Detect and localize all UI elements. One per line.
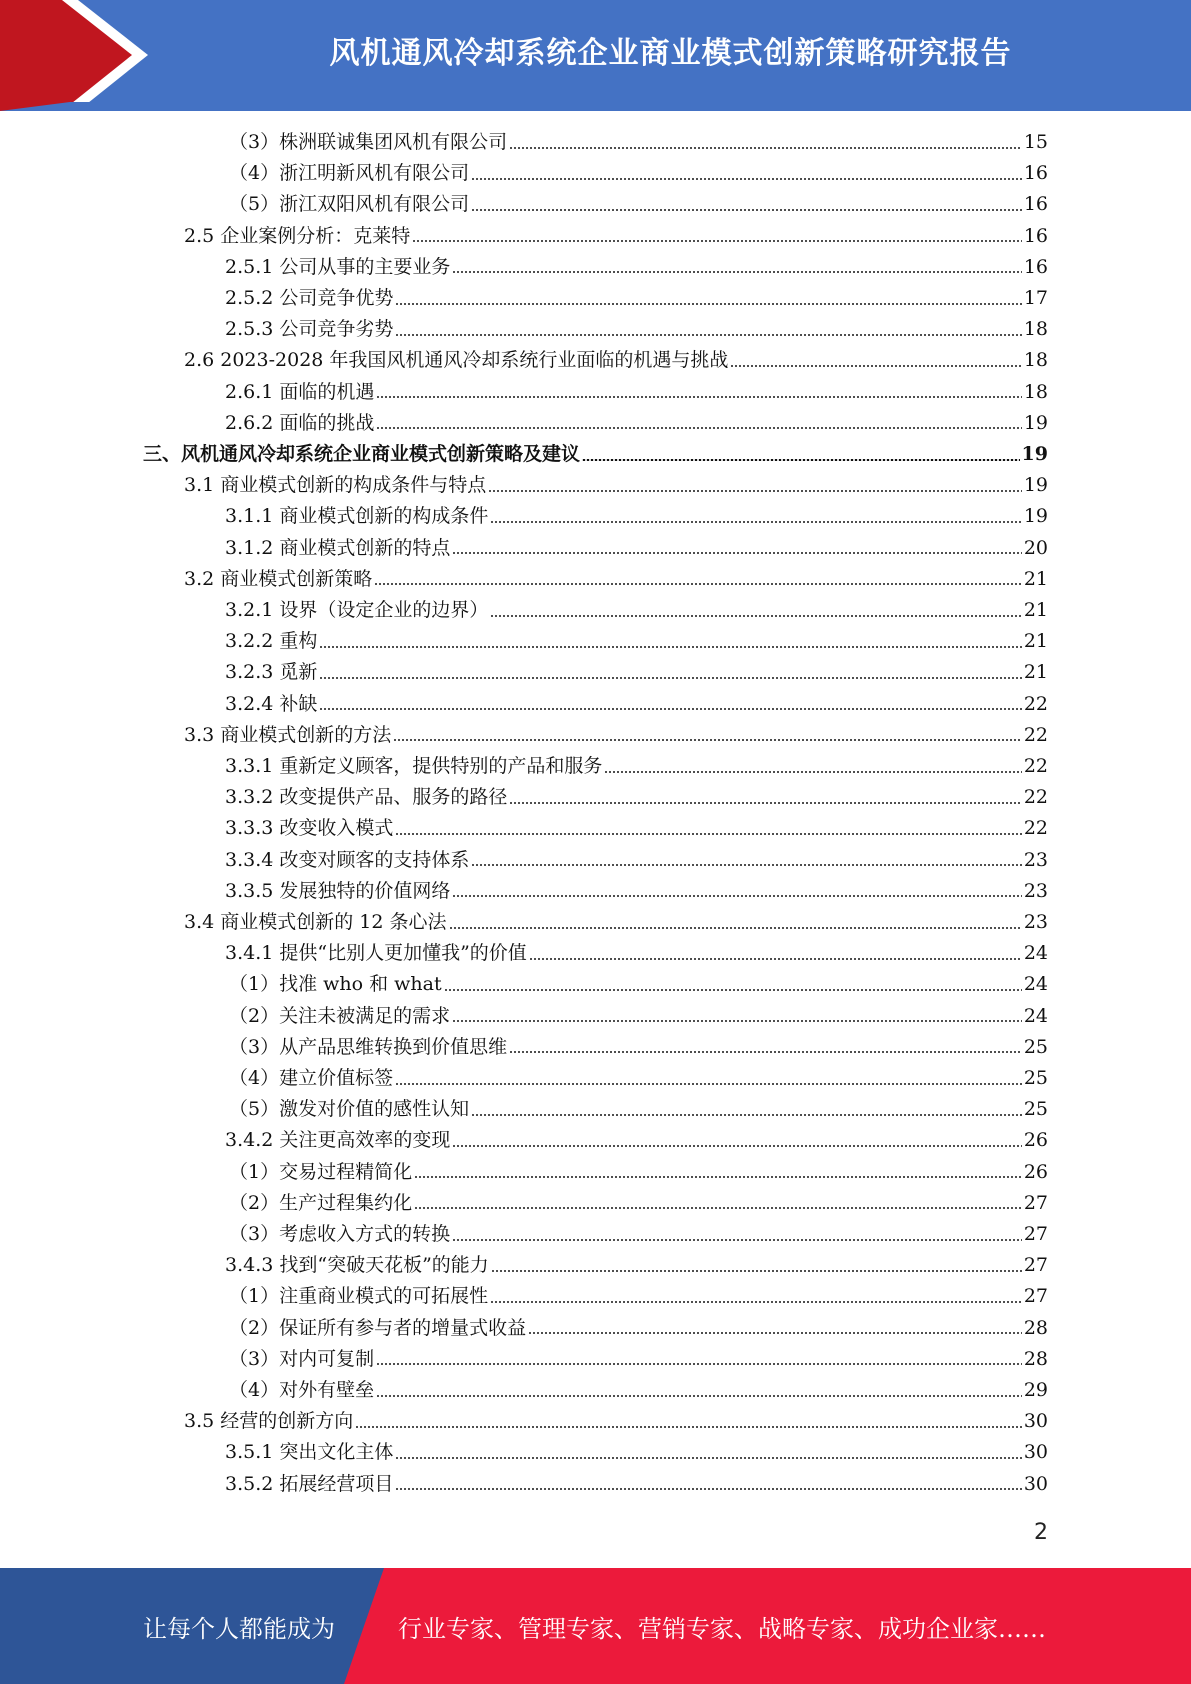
toc-entry-title: 2.5 企业案例分析：克莱特 bbox=[184, 224, 411, 247]
toc-dot-leader bbox=[604, 771, 1021, 773]
toc-entry-title: （5）激发对价值的感性认知 bbox=[229, 1098, 470, 1121]
toc-entry-title: （5）浙江双阳风机有限公司 bbox=[229, 193, 470, 216]
toc-entry[interactable] bbox=[225, 782, 1048, 813]
toc-dot-leader bbox=[414, 1176, 1022, 1178]
toc-entry-title: （2）生产过程集约化 bbox=[229, 1191, 413, 1214]
page-number: 2 bbox=[1034, 1520, 1048, 1545]
toc-entry-title: （3）对内可复制 bbox=[229, 1347, 375, 1370]
toc-entry-page: 27 bbox=[1023, 1223, 1048, 1245]
toc-entry-page: 22 bbox=[1023, 692, 1048, 715]
toc-entry-page: 17 bbox=[1023, 287, 1048, 309]
toc-entry-title: 3.2 商业模式创新策略 bbox=[184, 567, 373, 590]
toc-entry[interactable] bbox=[229, 1344, 1048, 1375]
toc-entry-title: 3.2.4 补缺 bbox=[225, 692, 318, 715]
toc-entry-title: 3.5 经营的创新方向 bbox=[184, 1410, 354, 1433]
toc-entry-page: 24 bbox=[1023, 973, 1048, 996]
toc-entry-page: 25 bbox=[1023, 1067, 1048, 1089]
toc-entry-title: 3.4.2 关注更高效率的变现 bbox=[225, 1129, 451, 1152]
toc-entry[interactable] bbox=[225, 657, 1048, 688]
toc-entry[interactable] bbox=[184, 345, 1048, 376]
footer-slogan-left: 让每个人都能成为 bbox=[143, 1614, 335, 1643]
toc-entry-title: （1）交易过程精简化 bbox=[229, 1160, 413, 1183]
toc-dot-leader bbox=[529, 958, 1022, 960]
toc-entry[interactable] bbox=[229, 1157, 1048, 1188]
toc-entry-page: 22 bbox=[1023, 786, 1048, 809]
toc-dot-leader bbox=[528, 1332, 1022, 1334]
toc-entry-title: 3.3.4 改变对顾客的支持体系 bbox=[225, 848, 470, 871]
toc-entry-page: 21 bbox=[1023, 599, 1048, 621]
toc-entry-page: 16 bbox=[1023, 255, 1048, 278]
toc-dot-leader bbox=[414, 1207, 1022, 1209]
toc-entry-title: （1）注重商业模式的可拓展性 bbox=[229, 1285, 489, 1308]
toc-entry-title: （1）找准 who 和 what bbox=[229, 973, 442, 996]
toc-dot-leader bbox=[395, 1083, 1022, 1085]
toc-entry-page: 22 bbox=[1023, 817, 1048, 840]
toc-entry-title: 3.3.5 发展独特的价值网络 bbox=[225, 879, 451, 902]
toc-entry-page: 25 bbox=[1023, 1098, 1048, 1121]
toc-entry[interactable] bbox=[184, 1406, 1048, 1437]
header-band bbox=[0, 0, 1191, 111]
toc-dot-leader bbox=[471, 864, 1021, 866]
toc-dot-leader bbox=[444, 989, 1022, 991]
toc-entry-page: 30 bbox=[1023, 1410, 1048, 1433]
toc-dot-leader bbox=[491, 1270, 1022, 1272]
toc-entry-page: 18 bbox=[1023, 349, 1048, 372]
toc-entry-title: 2.5.2 公司竞争优势 bbox=[225, 287, 394, 309]
toc-entry-title: 2.5.1 公司从事的主要业务 bbox=[225, 255, 451, 278]
toc-dot-leader bbox=[490, 615, 1021, 617]
toc-entry-page: 25 bbox=[1023, 1035, 1048, 1058]
toc-entry[interactable] bbox=[229, 1219, 1048, 1250]
toc-entry[interactable] bbox=[229, 1313, 1048, 1344]
toc-entry-title: （2）关注未被满足的需求 bbox=[229, 1004, 451, 1027]
toc-dot-leader bbox=[488, 490, 1022, 492]
toc-entry[interactable] bbox=[225, 501, 1048, 532]
toc-entry-title: 3.4.3 找到“突破天花板”的能力 bbox=[225, 1254, 489, 1277]
toc-dot-leader bbox=[319, 646, 1021, 648]
toc-dot-leader bbox=[395, 1457, 1021, 1459]
toc-entry-title: 3.1 商业模式创新的构成条件与特点 bbox=[184, 474, 487, 497]
toc-entry-page: 23 bbox=[1023, 911, 1048, 933]
toc-entry-title: （3）从产品思维转换到价值思维 bbox=[229, 1035, 508, 1058]
toc-entry-title: （3）考虑收入方式的转换 bbox=[229, 1223, 451, 1245]
toc-dot-leader bbox=[471, 209, 1022, 211]
toc-entry-title: 3.5.2 拓展经营项目 bbox=[225, 1472, 394, 1495]
toc-dot-leader bbox=[376, 396, 1021, 398]
toc-dot-leader bbox=[490, 521, 1021, 523]
toc-entry-title: 2.6.1 面临的机遇 bbox=[225, 380, 375, 403]
toc-entry[interactable] bbox=[184, 221, 1048, 252]
toc-entry-page: 21 bbox=[1023, 567, 1048, 590]
toc-dot-leader bbox=[395, 303, 1021, 305]
report-title: 风机通风冷却系统企业商业模式创新策略研究报告 bbox=[329, 36, 1012, 71]
toc-entry-page: 28 bbox=[1023, 1316, 1048, 1339]
toc-dot-leader bbox=[395, 1488, 1021, 1490]
toc-entry[interactable] bbox=[225, 845, 1048, 876]
toc-dot-leader bbox=[412, 240, 1022, 242]
toc-entry[interactable] bbox=[225, 1250, 1048, 1281]
toc-entry[interactable] bbox=[184, 564, 1048, 595]
toc-entry[interactable] bbox=[225, 408, 1048, 439]
toc-entry-title: 3.2.1 设界（设定企业的边界） bbox=[225, 599, 489, 621]
toc-entry[interactable] bbox=[225, 751, 1048, 782]
toc-dot-leader bbox=[376, 1363, 1022, 1365]
toc-dot-leader bbox=[376, 1395, 1022, 1397]
toc-entry-title: 3.2.2 重构 bbox=[225, 630, 318, 653]
toc-entry[interactable] bbox=[229, 1281, 1048, 1312]
toc-entry[interactable] bbox=[229, 127, 1048, 158]
toc-entry-title: （4）对外有壁垒 bbox=[229, 1379, 375, 1401]
toc-entry-page: 18 bbox=[1023, 380, 1048, 403]
toc-entry[interactable] bbox=[229, 1063, 1048, 1094]
toc-dot-leader bbox=[509, 802, 1021, 804]
toc-entry-page: 23 bbox=[1023, 848, 1048, 871]
toc-entry[interactable] bbox=[229, 189, 1048, 220]
toc-entry-page: 19 bbox=[1023, 411, 1048, 434]
toc-entry[interactable] bbox=[225, 1125, 1048, 1156]
toc-entry[interactable] bbox=[184, 470, 1048, 501]
toc-entry-page: 22 bbox=[1023, 723, 1048, 746]
toc-dot-leader bbox=[376, 427, 1021, 429]
toc-entry[interactable] bbox=[229, 158, 1048, 189]
toc-entry-page: 16 bbox=[1023, 193, 1048, 216]
toc-entry[interactable] bbox=[229, 1375, 1048, 1406]
toc-entry[interactable] bbox=[225, 689, 1048, 720]
toc-entry-title: （2）保证所有参与者的增量式收益 bbox=[229, 1316, 527, 1339]
toc-entry-page: 19 bbox=[1023, 474, 1048, 497]
toc-entry[interactable] bbox=[229, 1094, 1048, 1125]
toc-entry-title: 3.3.3 改变收入模式 bbox=[225, 817, 394, 840]
toc-entry[interactable] bbox=[225, 813, 1048, 844]
toc-entry-page: 30 bbox=[1023, 1441, 1048, 1464]
toc-entry-page: 27 bbox=[1023, 1285, 1048, 1308]
toc-entry-page: 20 bbox=[1023, 536, 1048, 559]
toc-entry-page: 19 bbox=[1021, 443, 1048, 465]
toc-entry-page: 24 bbox=[1023, 942, 1048, 965]
toc-entry-title: 3.1.2 商业模式创新的特点 bbox=[225, 536, 451, 559]
toc-entry[interactable] bbox=[229, 1188, 1048, 1219]
toc-dot-leader bbox=[355, 1426, 1022, 1428]
toc-entry-title: （4）浙江明新风机有限公司 bbox=[229, 162, 470, 185]
toc-entry[interactable] bbox=[225, 283, 1048, 314]
toc-entry-title: 3.4 商业模式创新的 12 条心法 bbox=[184, 911, 447, 933]
toc-entry-title: 3.3.2 改变提供产品、服务的路径 bbox=[225, 786, 508, 809]
toc-dot-leader bbox=[452, 895, 1021, 897]
toc-dot-leader bbox=[509, 1051, 1022, 1053]
footer-slogan-right: 行业专家、管理专家、营销专家、战略专家、成功企业家…… bbox=[398, 1614, 1046, 1643]
toc-entry-page: 21 bbox=[1023, 661, 1048, 684]
toc-entry-page: 29 bbox=[1023, 1379, 1048, 1401]
toc-dot-leader bbox=[319, 677, 1021, 679]
toc-entry[interactable] bbox=[225, 626, 1048, 657]
toc-entry[interactable] bbox=[184, 907, 1048, 938]
toc-entry-page: 27 bbox=[1023, 1254, 1048, 1277]
toc-dot-leader bbox=[471, 1114, 1022, 1116]
toc-entry-title: 3.4.1 提供“比别人更加懂我”的价值 bbox=[225, 942, 527, 965]
toc-entry-page: 27 bbox=[1023, 1191, 1048, 1214]
toc-dot-leader bbox=[582, 459, 1020, 461]
toc-entry-page: 22 bbox=[1023, 755, 1048, 777]
footer-band bbox=[0, 1568, 1191, 1684]
toc-dot-leader bbox=[395, 334, 1021, 336]
toc-entry-title: 3.3 商业模式创新的方法 bbox=[184, 723, 392, 746]
toc-entry[interactable] bbox=[229, 1032, 1048, 1063]
toc-entry-title: 3.2.3 觅新 bbox=[225, 661, 318, 684]
toc-entry[interactable] bbox=[225, 252, 1048, 283]
toc-entry-page: 21 bbox=[1023, 630, 1048, 653]
toc-entry[interactable] bbox=[229, 969, 1048, 1000]
toc-dot-leader bbox=[509, 147, 1022, 149]
toc-dot-leader bbox=[452, 1145, 1021, 1147]
toc-dot-leader bbox=[471, 178, 1022, 180]
toc-entry-title: 2.6 2023-2028 年我国风机通风冷却系统行业面临的机遇与挑战 bbox=[184, 349, 729, 372]
toc-entry[interactable] bbox=[143, 439, 1048, 470]
toc-entry-title: （3）株洲联诚集团风机有限公司 bbox=[229, 131, 508, 153]
toc-entry-page: 28 bbox=[1023, 1347, 1048, 1370]
toc-entry-title: 2.6.2 面临的挑战 bbox=[225, 411, 375, 434]
toc-entry[interactable] bbox=[225, 938, 1048, 969]
toc-dot-leader bbox=[449, 927, 1022, 929]
toc-dot-leader bbox=[452, 552, 1021, 554]
toc-entry[interactable] bbox=[229, 1001, 1048, 1032]
toc-entry-page: 18 bbox=[1023, 318, 1048, 341]
toc-dot-leader bbox=[730, 365, 1021, 367]
toc-entry-title: 2.5.3 公司竞争劣势 bbox=[225, 318, 394, 341]
toc-entry-page: 19 bbox=[1023, 505, 1048, 528]
toc-dot-leader bbox=[452, 1020, 1022, 1022]
toc-dot-leader bbox=[452, 1239, 1022, 1241]
toc-dot-leader bbox=[490, 1301, 1022, 1303]
toc-entry[interactable] bbox=[225, 1437, 1048, 1468]
toc-entry-page: 26 bbox=[1023, 1129, 1048, 1152]
toc-entry[interactable] bbox=[225, 876, 1048, 907]
toc-dot-leader bbox=[319, 708, 1021, 710]
toc-dot-leader bbox=[374, 583, 1022, 585]
toc-entry-title: 3.3.1 重新定义顾客，提供特别的产品和服务 bbox=[225, 755, 603, 777]
toc-entry-title: （4）建立价值标签 bbox=[229, 1067, 394, 1089]
toc-entry[interactable] bbox=[225, 377, 1048, 408]
toc-entry-page: 15 bbox=[1023, 131, 1048, 153]
toc-entry-page: 30 bbox=[1023, 1472, 1048, 1495]
toc-entry[interactable] bbox=[225, 314, 1048, 345]
toc-entry[interactable] bbox=[225, 533, 1048, 564]
toc-entry[interactable] bbox=[184, 720, 1048, 751]
toc-entry-page: 26 bbox=[1023, 1160, 1048, 1183]
toc-entry-page: 16 bbox=[1023, 224, 1048, 247]
toc-dot-leader bbox=[395, 833, 1021, 835]
toc-entry-title: 三、风机通风冷却系统企业商业模式创新策略及建议 bbox=[143, 443, 581, 465]
toc-dot-leader bbox=[452, 271, 1021, 273]
toc-entry-title: 3.1.1 商业模式创新的构成条件 bbox=[225, 505, 489, 528]
toc-entry-page: 24 bbox=[1023, 1004, 1048, 1027]
toc-entry[interactable] bbox=[225, 595, 1048, 626]
toc-dot-leader bbox=[393, 739, 1022, 741]
toc-entry[interactable] bbox=[225, 1469, 1048, 1500]
toc-entry-title: 3.5.1 突出文化主体 bbox=[225, 1441, 394, 1464]
toc-entry-page: 23 bbox=[1023, 879, 1048, 902]
toc-entry-page: 16 bbox=[1023, 162, 1048, 185]
